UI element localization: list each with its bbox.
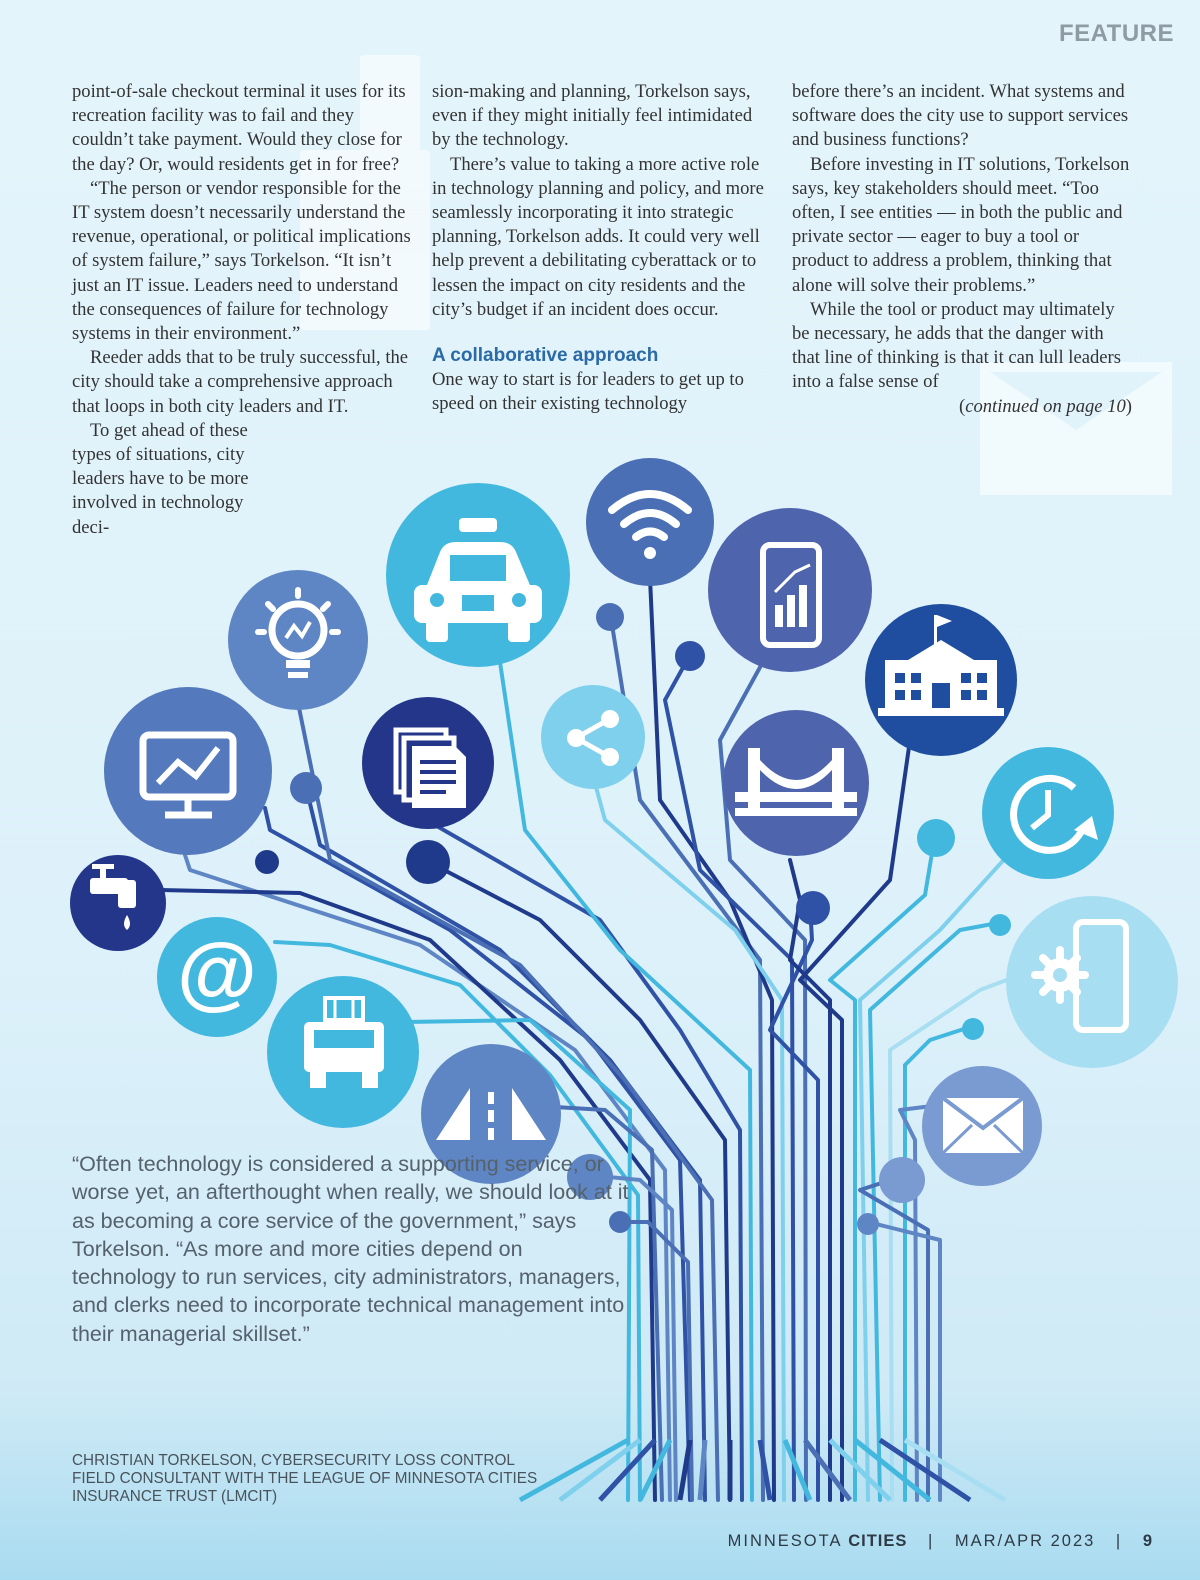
footer-divider: |	[927, 1532, 935, 1550]
text-column-2	[432, 80, 772, 417]
publication-name-b: CITIES	[848, 1532, 908, 1550]
continued-note: (continued on page 10)	[958, 395, 1132, 417]
paragraph: One way to start is for leaders to get up to speed on their existing technology	[432, 369, 744, 415]
paragraph: There’s value to taking a more active role in technology planning and policy, and more seamlessly incorporating it into strategic planning, Torkelson adds. It could very well help prevent a debilitating cyberattack or to lessen the impact on city residents and the city’s budget if an incident does occur.	[432, 153, 764, 320]
paragraph: Before investing in IT solutions, Torkelson says, key stakeholders should meet. “Too often, I see entities — in both the public and private sector — eager to buy a tool or product to address a problem, thinking that alone will solve their problems.”	[792, 153, 1130, 296]
paragraph: before there’s an incident. What systems and software does the city use to support services and business functions?	[792, 81, 1129, 151]
issue-date: MAR/APR 2023	[954, 1532, 1096, 1550]
text-column-3	[792, 80, 1132, 419]
svg-text:@: @	[177, 927, 257, 1018]
pull-quote-attribution: CHRISTIAN TORKELSON, CYBERSECURITY LOSS CONTROL FIELD CONSULTANT WITH THE LEAGUE OF MINNESOTA CITIES INSURANCE TRUST (LMCIT)	[72, 1452, 538, 1505]
paragraph: While the tool or product may ultimately be necessary, he adds that the danger with that line of thinking is that it can lull leaders into a false sense of	[792, 298, 1121, 393]
paragraph: Reeder adds that to be truly successful, the city should take a comprehensive approach that loops in both city leaders and IT.	[72, 347, 409, 417]
at-sign-icon	[177, 927, 257, 1018]
continued-text: continued on page 10	[965, 395, 1126, 417]
paragraph: point-of-sale checkout terminal it uses for its recreation facility was to fail and they couldn’t take payment. Would they close for the day? Or, would residents get in for free?	[72, 81, 406, 175]
paragraph: “The person or vendor responsible for the IT system doesn’t necessarily understand the revenue, operational, or political implications of system failure,” says Torkelson. “It isn’t just an IT issue. Leaders need to understand the consequences of failure for technology systems in their environment.”	[72, 177, 411, 345]
pull-quote	[72, 1150, 632, 1348]
pull-quote-text: “Often technology is considered a supporting service, or worse yet, an afterthought when really, we should look at it as becoming a core service of the government,” says Torkelson. “As more and more cities depend on technology to run services, city administrators, managers, and clerks need to incorporate technical management into their managerial skillset.”	[72, 1152, 629, 1346]
page-number: 9	[1142, 1532, 1152, 1550]
page-footer	[728, 1532, 1152, 1551]
subheading: A collaborative approach	[432, 345, 659, 367]
documents-icon	[396, 730, 466, 808]
paragraph: sion-making and planning, Torkelson says, even if they might initially feel intimidated by the technology.	[432, 81, 753, 151]
paragraph: To get ahead of these types of situations, city leaders have to be more involved in technology deci-	[72, 419, 249, 538]
publication-name-a: MINNESOTA	[727, 1532, 842, 1550]
section-label: FEATURE	[1058, 20, 1174, 47]
envelope-icon	[943, 1098, 1023, 1153]
text-column-1	[72, 80, 412, 540]
footer-divider: |	[1115, 1532, 1123, 1550]
